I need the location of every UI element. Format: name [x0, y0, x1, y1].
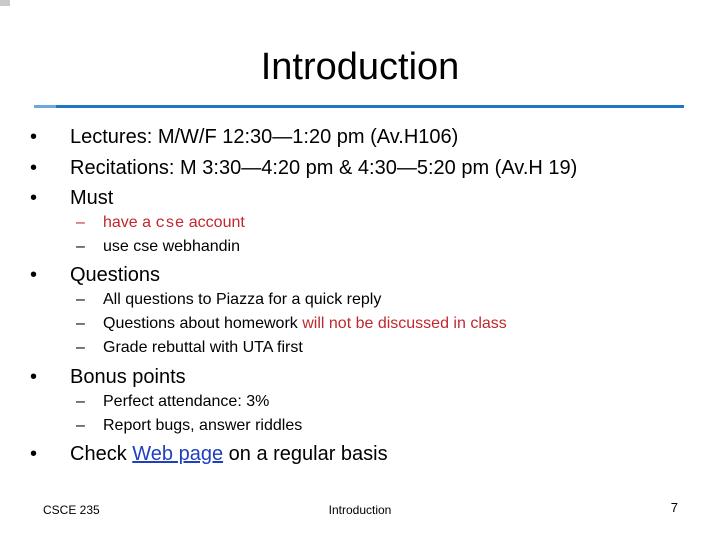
bullet-bonus [30, 364, 186, 390]
bullet-must-text: Must [70, 187, 114, 209]
sub-bullet-homework-questions [76, 313, 507, 335]
sub-bullet-text: account [188, 214, 245, 231]
sub-bullet-dash: – [76, 417, 85, 434]
sub-bullet-dash: – [76, 393, 85, 410]
bullet-check-text: on a regular basis [228, 443, 388, 465]
footer-course: CSCE 235 [43, 503, 100, 517]
sub-bullet-text: have a [103, 214, 152, 231]
sub-bullet-text: Grade rebuttal with UTA first [103, 339, 303, 356]
sub-bullet-cse-account [76, 212, 245, 234]
sub-bullet-text: Perfect attendance: 3% [103, 393, 270, 410]
bullet-check-text: Check [70, 443, 127, 465]
footer-topic: Introduction [328, 503, 392, 517]
bullet-dot: • [30, 187, 38, 209]
sub-bullet-text: Questions about homework [103, 315, 298, 332]
bullet-lectures-text: Lectures: M/W/F 12:30—1:20 pm (Av.H106) [70, 126, 459, 148]
bullet-bonus-text: Bonus points [70, 366, 186, 388]
cse-code-text: cse [155, 214, 185, 232]
bullet-must [30, 185, 113, 211]
web-page-link[interactable]: Web page [132, 443, 224, 465]
sub-bullet-dash: – [76, 315, 85, 332]
sub-bullet-attendance [76, 391, 269, 413]
bullet-questions-text: Questions [70, 264, 161, 286]
sub-bullet-piazza [76, 289, 381, 311]
corner-mark [0, 0, 10, 6]
bullet-dot: • [30, 366, 38, 388]
bullet-dot: • [30, 126, 38, 148]
bullet-lectures [30, 124, 458, 150]
emphasis-text: will not be discussed in class [302, 315, 507, 332]
title-underline [34, 105, 684, 108]
bullet-dot: • [30, 264, 38, 286]
sub-bullet-webhandin [76, 236, 240, 258]
bullet-recitations-text: Recitations: M 3:30—4:20 pm & 4:30—5:20 pm (Av.H 19) [70, 157, 578, 179]
sub-bullet-grade-rebuttal [76, 337, 303, 359]
sub-bullet-text: use cse webhandin [103, 238, 240, 255]
bullet-check-web [30, 441, 388, 467]
sub-bullet-text: Report bugs, answer riddles [103, 417, 303, 434]
slide-title: Introduction [260, 46, 460, 88]
sub-bullet-text: All questions to Piazza for a quick reply [103, 291, 382, 308]
bullet-dot: • [30, 443, 38, 465]
bullet-questions [30, 262, 160, 288]
sub-bullet-dash: – [76, 339, 85, 356]
sub-bullet-dash: – [76, 291, 85, 308]
sub-bullet-dash: – [76, 238, 85, 255]
bullet-recitations [30, 155, 577, 181]
bullet-dot: • [30, 157, 38, 179]
sub-bullet-report-bugs [76, 415, 302, 437]
footer-page-number: 7 [670, 500, 678, 515]
sub-bullet-dash: – [76, 214, 85, 231]
